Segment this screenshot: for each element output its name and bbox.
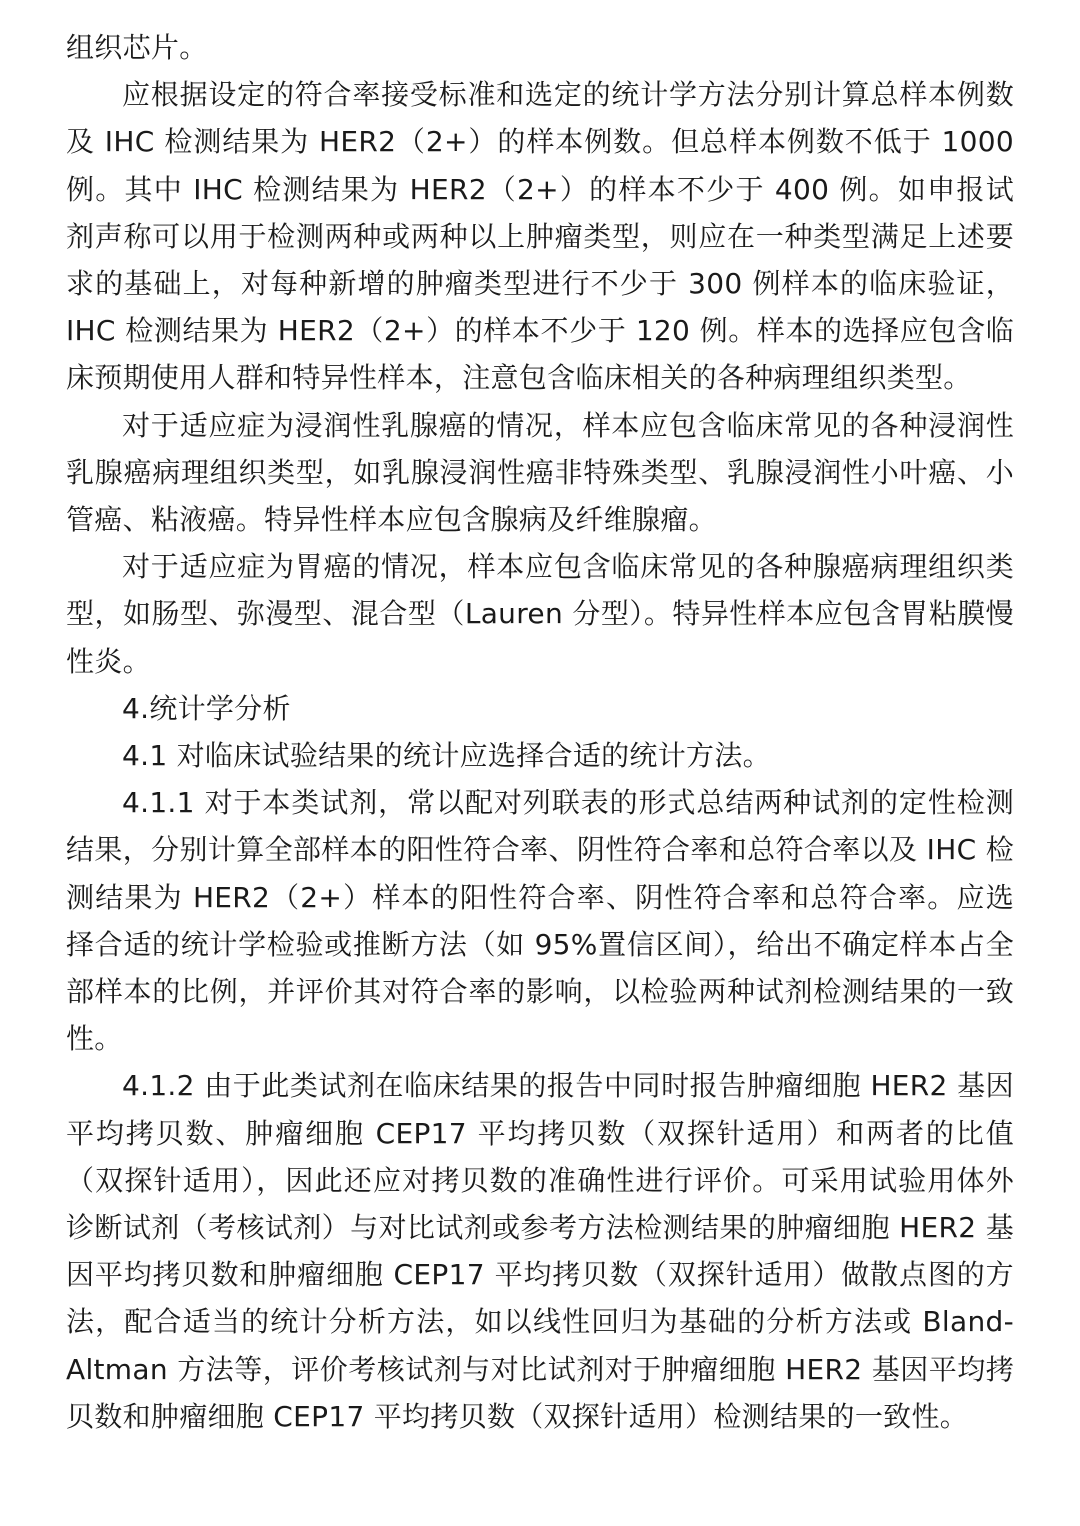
paragraph-breast-cancer: 对于适应症为浸润性乳腺癌的情况，样本应包含临床常见的各种浸润性乳腺癌病理组织类型，如乳腺浸润性癌非特殊类型、乳腺浸润性小叶癌、小管癌、粘液癌。特异性样本应包含腺病及纤维腺瘤。 [66, 408, 1014, 537]
paragraph-gastric-cancer: 对于适应症为胃癌的情况，样本应包含临床常见的各种腺癌病理组织类型，如肠型、弥漫型、混合型（Lauren 分型）。特异性样本应包含胃粘膜慢性炎。 [66, 550, 1014, 678]
paragraph-continuation: 组织芯片。 [66, 31, 208, 64]
paragraph-4-1-1: 4.1.1 对于本类试剂，常以配对列联表的形式总结两种试剂的定性检测结果，分别计算全部样本的阳性符合率、阴性符合率和总符合率以及 IHC 检测结果为 HER2（2+）样本的阳性符合率、阴性符合率和总符合率。应选择合适的统计学检验或推断方法（如 95%置信区间），给出不确定样本占全部样本的比例，并评价其对符合率的影响，以检验两种试剂检测结果的一致性。 [66, 786, 1014, 1056]
section-heading-statistics: 4.统计学分析 [122, 691, 291, 725]
paragraph-4-1-2: 4.1.2 由于此类试剂在临床结果的报告中同时报告肿瘤细胞 HER2 基因平均拷贝数、肿瘤细胞 CEP17 平均拷贝数（双探针适用）和两者的比值（双探针适用），因此还应对拷贝数的准确性进行评价。可采用试验用体外诊断试剂（考核试剂）与对比试剂或参考方法检测结果的肿瘤细胞 HER2 基因平均拷贝数和肿瘤细胞 CEP17 平均拷贝数（双探针适用）做散点图的方法，配合适当的统计分析方法，如以线性回归为基础的分析方法或 Bland-Altman 方法等，评价考核试剂与对比试剂对于肿瘤细胞 HER2 基因平均拷贝数和肿瘤细胞 CEP17 平均拷贝数（双探针适用）检测结果的一致性。 [66, 1069, 1014, 1433]
paragraph-sample-size: 应根据设定的符合率接受标准和选定的统计学方法分别计算总样本例数及 IHC 检测结果为 HER2（2+）的样本例数。但总样本例数不低于 1000 例。其中 IHC 检测结果为 HER2（2+）的样本不少于 400 例。如申报试剂声称可以用于检测两种或两种以上肿瘤类型，则应在一种类型满足上述要求的基础上，对每种新增的肿瘤类型进行不少于 300 例样本的临床验证，IHC 检测结果为 HER2（2+）的样本不少于 120 例。样本的选择应包含临床预期使用人群和特异性样本，注意包含临床相关的各种病理组织类型。 [66, 78, 1014, 395]
subsection-heading-4-1: 4.1 对临床试验结果的统计应选择合适的统计方法。 [122, 739, 771, 773]
